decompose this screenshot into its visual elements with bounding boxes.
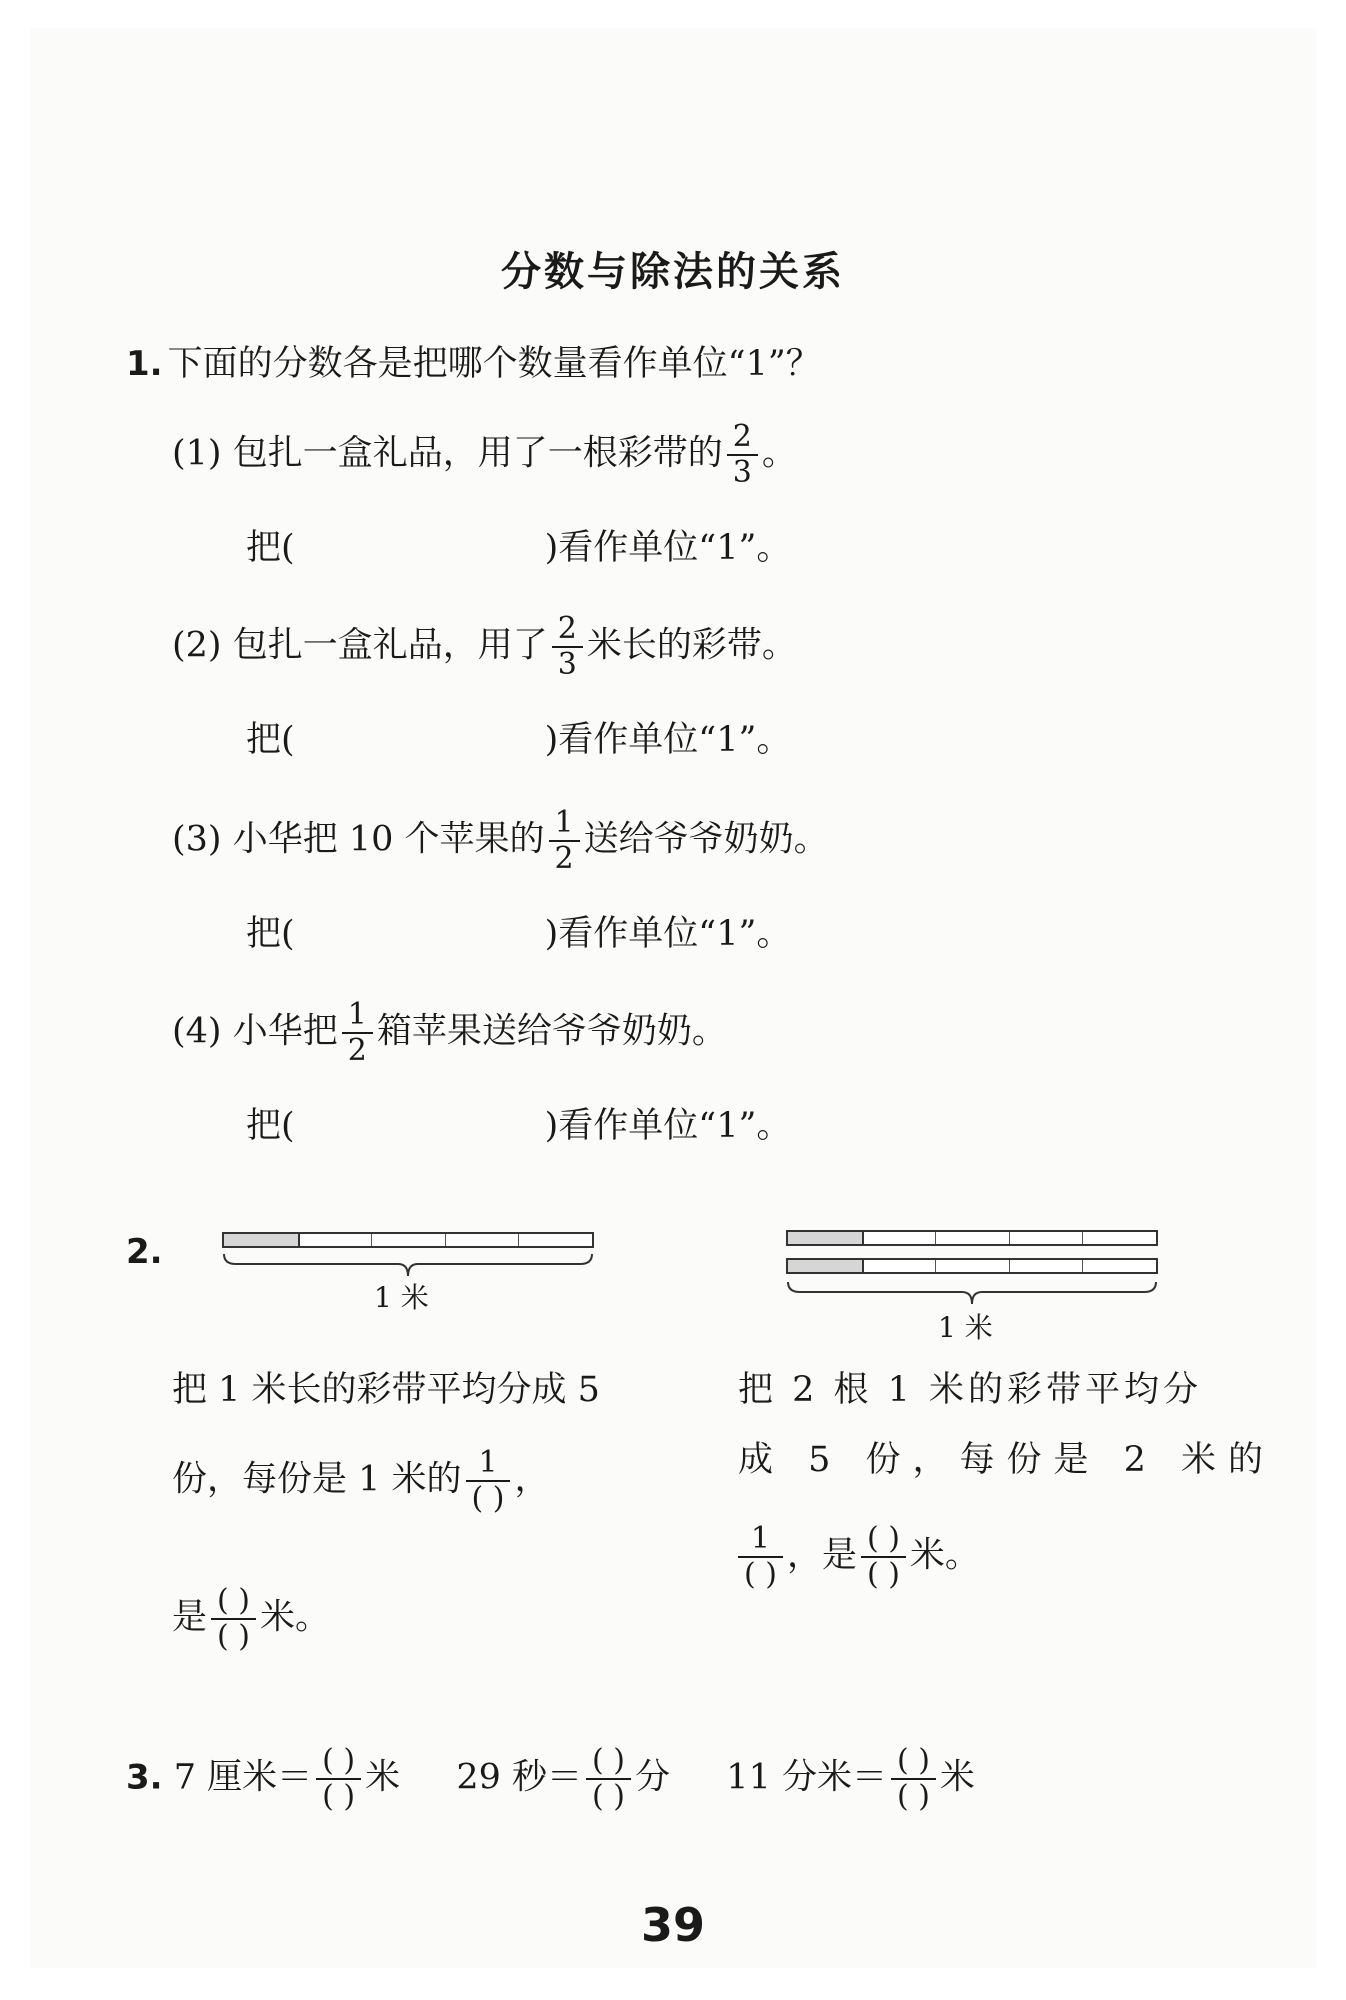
ribbon-bar-1m xyxy=(786,1258,1158,1274)
q2-right-line2: 成 5 份，每份是 2 米的 xyxy=(738,1440,1276,1480)
denominator-blank[interactable]: ( ) xyxy=(891,1778,936,1814)
bar-tick xyxy=(935,1232,936,1244)
fraction-blank xyxy=(586,1744,631,1814)
text: 是 xyxy=(172,1597,208,1638)
numerator-blank[interactable]: ( ) xyxy=(866,1521,900,1556)
question-number: 3. xyxy=(126,1757,163,1798)
fraction-blank xyxy=(738,1522,783,1592)
fraction xyxy=(552,612,583,682)
q2-left-line3 xyxy=(172,1584,330,1654)
q2-right-line3 xyxy=(738,1522,980,1592)
denominator: 3 xyxy=(727,454,758,490)
ribbon-bar-1m xyxy=(222,1232,594,1248)
subquestion-label: (1) xyxy=(172,433,222,474)
bar-tick xyxy=(518,1234,519,1246)
text: 米长的彩带。 xyxy=(586,625,797,666)
bar-label: 1 米 xyxy=(938,1311,993,1344)
text: 小华把 10 个苹果的 xyxy=(232,819,545,860)
bar-tick xyxy=(1009,1260,1010,1272)
subquestion-label: (2) xyxy=(172,625,222,666)
answer-line xyxy=(246,528,791,568)
question-prompt: 下面的分数各是把哪个数量看作单位“1”？ xyxy=(167,344,821,384)
numerator: 1 xyxy=(347,997,367,1032)
subquestion-label: (3) xyxy=(172,819,222,860)
denominator-blank[interactable]: ( ) xyxy=(466,1480,511,1516)
bar-tick xyxy=(1082,1260,1083,1272)
text: 米 xyxy=(365,1757,401,1798)
fraction-blank xyxy=(466,1446,511,1516)
fraction-blank xyxy=(316,1744,361,1814)
text: 米 xyxy=(939,1757,975,1798)
q1-subquestion xyxy=(172,806,829,876)
bar-tick xyxy=(935,1260,936,1272)
fraction xyxy=(549,806,580,876)
text: )看作单位“1”。 xyxy=(544,528,792,568)
ribbon-shaded-part xyxy=(224,1234,300,1246)
page-number: 39 xyxy=(640,1898,705,1952)
text: ， xyxy=(514,1459,550,1500)
bar-tick xyxy=(371,1234,372,1246)
text: 包扎一盒礼品，用了一根彩带的 xyxy=(232,433,723,474)
q2-left-line2 xyxy=(172,1446,550,1516)
ribbon-shaded-part xyxy=(788,1232,864,1244)
text: 送给爷爷奶奶。 xyxy=(583,819,829,860)
text: 把( xyxy=(246,914,295,954)
ribbon-bar-1m xyxy=(786,1230,1158,1246)
text: 米。 xyxy=(259,1597,330,1638)
bar-label: 1 米 xyxy=(374,1281,429,1314)
numerator: 1 xyxy=(750,1521,771,1556)
denominator-blank[interactable]: ( ) xyxy=(211,1618,256,1654)
question-number: 1. xyxy=(126,344,163,384)
denominator-blank[interactable]: ( ) xyxy=(861,1556,906,1592)
q1-subquestion xyxy=(172,998,727,1068)
bar-tick xyxy=(1009,1232,1010,1244)
text: 米。 xyxy=(909,1535,980,1576)
numerator: 2 xyxy=(732,419,752,454)
text: 份，每份是 1 米的 xyxy=(172,1459,462,1500)
denominator-blank[interactable]: ( ) xyxy=(586,1778,631,1814)
text: 7 厘米＝ xyxy=(173,1757,313,1798)
denominator-blank[interactable]: ( ) xyxy=(316,1778,361,1814)
text: 箱苹果送给爷爷奶奶。 xyxy=(376,1011,727,1052)
denominator: 2 xyxy=(342,1032,373,1068)
answer-line xyxy=(246,1106,791,1146)
fraction xyxy=(727,420,758,490)
numerator: 2 xyxy=(557,611,577,646)
q2-right-line1: 把 2 根 1 米的彩带平均分 xyxy=(738,1370,1203,1410)
text: 分 xyxy=(635,1757,671,1798)
question-1 xyxy=(126,344,821,384)
text: 把( xyxy=(246,720,295,760)
subquestion-label: (4) xyxy=(172,1011,222,1052)
fraction-blank xyxy=(861,1522,906,1592)
fraction xyxy=(342,998,373,1068)
text: )看作单位“1”。 xyxy=(544,1106,792,1146)
denominator-blank[interactable]: ( ) xyxy=(738,1556,783,1592)
numerator-blank[interactable]: ( ) xyxy=(217,1583,250,1618)
answer-line xyxy=(246,914,791,954)
fraction-blank xyxy=(211,1584,256,1654)
q1-subquestion xyxy=(172,612,797,682)
ribbon-shaded-part xyxy=(788,1260,864,1272)
numerator-blank[interactable]: ( ) xyxy=(322,1743,356,1778)
bar-tick xyxy=(445,1234,446,1246)
text: 把( xyxy=(246,1106,295,1146)
answer-line xyxy=(246,720,791,760)
question-number: 2. xyxy=(126,1232,163,1272)
text: 小华把 xyxy=(232,1011,338,1052)
text: 11 分米＝ xyxy=(726,1757,887,1798)
text: )看作单位“1”。 xyxy=(544,720,792,760)
denominator: 2 xyxy=(549,840,580,876)
numerator-blank[interactable]: ( ) xyxy=(592,1743,625,1778)
numerator-blank[interactable]: ( ) xyxy=(896,1743,930,1778)
text: 。 xyxy=(761,433,797,474)
text: 包扎一盒礼品，用了 xyxy=(232,625,548,666)
text: )看作单位“1”。 xyxy=(544,914,792,954)
question-3 xyxy=(126,1744,975,1814)
q2-left-line1: 把 1 米长的彩带平均分成 5 xyxy=(172,1370,600,1410)
denominator: 3 xyxy=(552,646,583,682)
numerator: 1 xyxy=(478,1445,498,1480)
brace-icon xyxy=(786,1280,1158,1308)
text: 29 秒＝ xyxy=(456,1757,583,1798)
text: ，是 xyxy=(786,1535,857,1576)
page-title: 分数与除法的关系 xyxy=(501,249,845,295)
q1-subquestion xyxy=(172,420,797,490)
bar-tick xyxy=(1082,1232,1083,1244)
text: 把( xyxy=(246,528,295,568)
fraction-blank xyxy=(891,1744,936,1814)
numerator: 1 xyxy=(554,805,574,840)
